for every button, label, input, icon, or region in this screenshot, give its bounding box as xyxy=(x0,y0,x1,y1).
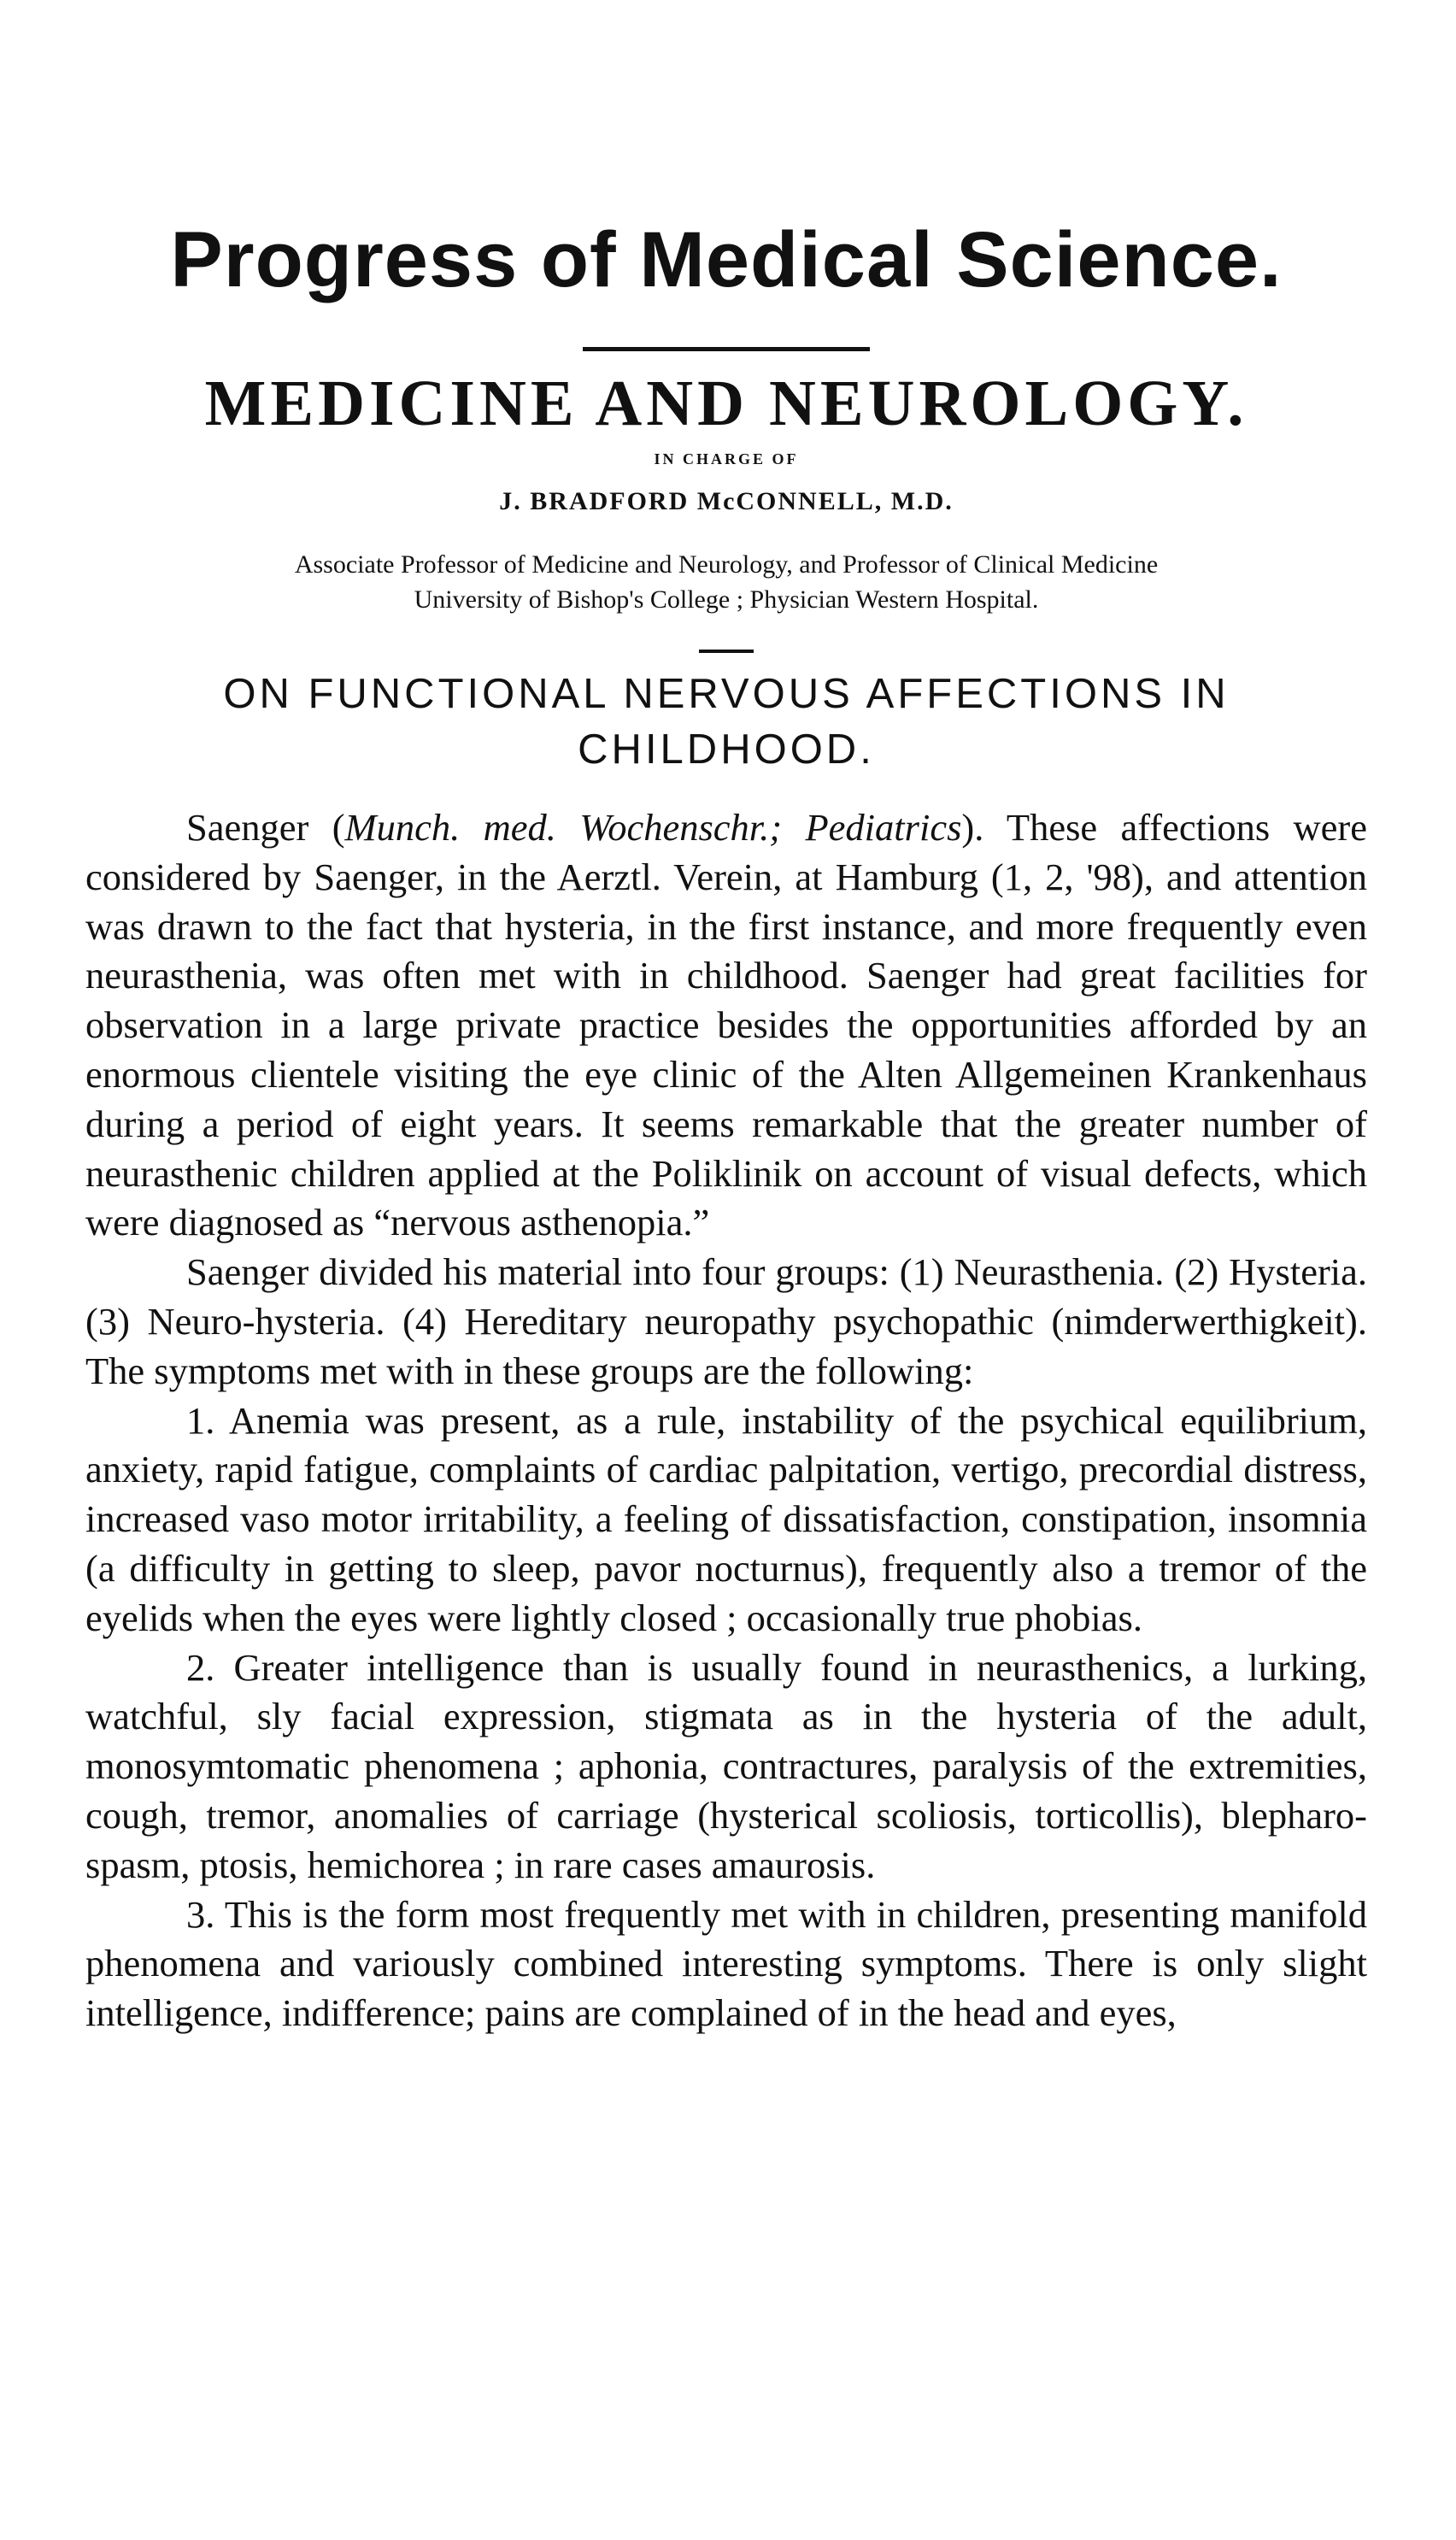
section-divider xyxy=(699,650,754,653)
department-heading: MEDICINE AND NEUROLOGY. xyxy=(204,367,1248,439)
article-title-line-1: ON FUNCTIONAL NERVOUS AFFECTIONS IN xyxy=(223,671,1230,717)
article-title xyxy=(85,667,1367,778)
paragraph-group-3: 3. This is the form most frequently met with in children, presenting manifold phenomena and variously combined interesting symptoms. There is only slight intelligence, indifference; pains are complained of in the head and eyes, xyxy=(85,1892,1367,2035)
paragraph-intro xyxy=(85,803,1367,1248)
title-divider xyxy=(583,347,870,351)
editor-name: J. BRADFORD McCONNELL, M.D. xyxy=(499,487,954,515)
editor-affiliation xyxy=(85,547,1367,617)
intro-citation: Munch. med. Wochenschr.; Pediatrics xyxy=(344,806,962,849)
paragraph-group-1: 1. Anemia was present, as a rule, instability of the psychical equilibrium, anxiety, rapid fatigue, complaints of cardiac palpitation, vertigo, precordial distress, increased vaso motor irritability, a feeling of dissatisfaction, constipation, insomnia (a difficulty in getting to sleep, pavor nocturnus), frequently also a tremor of the eyelids when the eyes were lightly closed ; occasionally true phobias. xyxy=(85,1398,1367,1639)
in-charge-label: IN CHARGE OF xyxy=(654,450,799,467)
intro-author: Saenger ( xyxy=(186,806,345,849)
section-title: Progress of Medical Science. xyxy=(170,216,1283,303)
paragraph-groups: Saenger divided his material into four groups: (1) Neurasthenia. (2) Hysteria. (3) Neuro-hysteria. (4) Hereditary neuropathy psychopathic (nimderwerthigkeit). The symptoms met with in these groups are the following: xyxy=(85,1250,1367,1392)
paragraph-group-2: 2. Greater intelligence than is usually found in neurasthenics, a lurking, watchful, sly facial expression, stigmata as in the hysteria of the adult, monosymtomatic phenomena ; aphonia, contractures, paralysis of the extremities, cough, tremor, anomalies of carriage (hysterical scoliosis, torticollis), blepharo-spasm, ptosis, hemichorea ; in rare cases amaurosis. xyxy=(85,1645,1367,1886)
intro-text: ). These affections were considered by Saenger, in the Aerztl. Verein, at Hamburg (1, 2, '98), and attention was drawn to the fact that hysteria, in the first instance, and more frequently even neurasthenia, was often met with in childhood. Saenger had great facilities for observation in a large private practice besides the opportunities afforded by an enormous clientele visiting the eye clinic of the Alten Allgemeinen Krankenhaus during a period of eight years. It seems remarkable that the greater number of neurasthenic children applied at the Poliklinik on account of visual defects, which were diagnosed as “nervous asthenopia.” xyxy=(85,806,1367,1244)
article-title-line-2: CHILDHOOD. xyxy=(578,726,875,773)
affiliation-line-1: Associate Professor of Medicine and Neurology, and Professor of Clinical Medicine xyxy=(294,550,1159,579)
affiliation-line-2: University of Bishop's College ; Physician Western Hospital. xyxy=(414,585,1039,614)
journal-page xyxy=(85,0,1367,2540)
article-body xyxy=(85,803,1367,2038)
